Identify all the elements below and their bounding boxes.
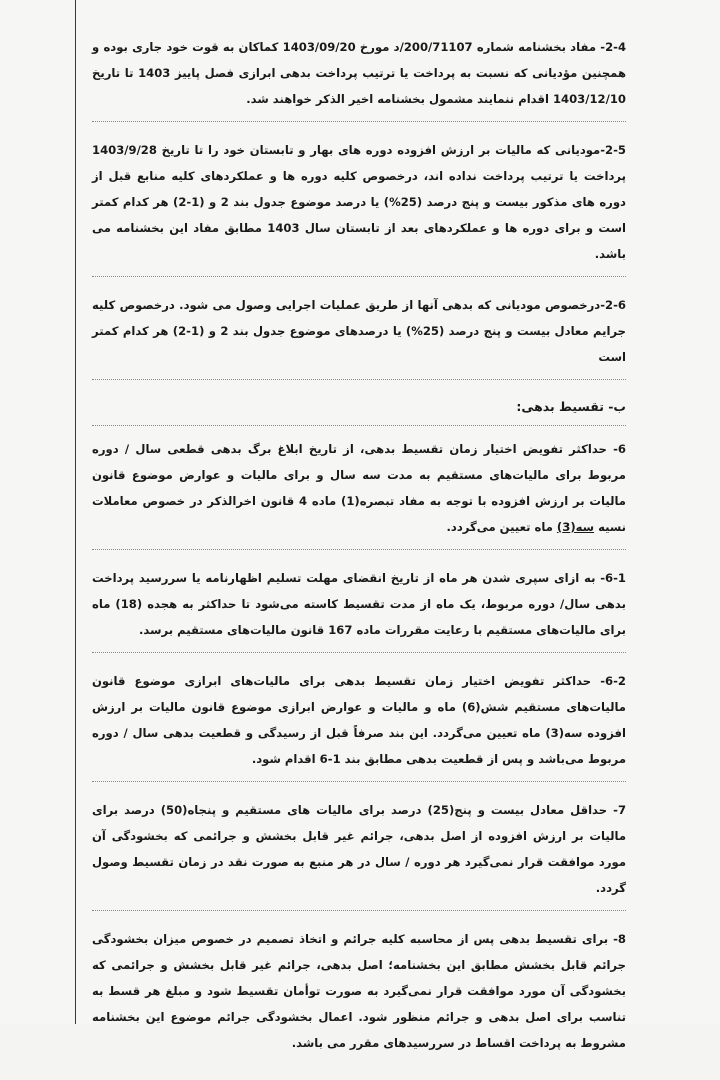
section-heading-installment: ب- تقسیط بدهی: [92,395,626,426]
paragraph-6-underlined-term: سه(3) [556,520,595,534]
paragraph-6-2: 6-2- حداکثر تفویض اختیار زمان تقسیط بدهی برای مالیات‌های ابرازی موضوع قانون مالیات‌های مستقیم شش(6) ماه و مالیات و عوارض ابرازی موضوع قانون مالیات بر ارزش افزوده سه(3) ماه تعیین می‌گردد. این بند صرفاً قبل از رسیدگی و قطعیت بدهی سال / دوره مربوط می‌باشد و پس از قطعیت بدهی مطابق بند 1-6 اقدام شود. [92,668,626,782]
paragraph-6-1: 6-1- به ازای سپری شدن هر ماه از تاریخ انقضای مهلت تسلیم اظهارنامه یا سررسید پرداخت بدهی سال/ دوره مربوط، یک ماه از مدت تقسیط کاسته می‌شود تا حداکثر به هجده (18) ماه برای مالیات‌های مستقیم با رعایت مقررات ماده 167 قانون مالیات‌های مستقیم برسد. [92,565,626,653]
paragraph-8: 8- برای تقسیط بدهی پس از محاسبه کلیه جرائم و اتخاذ تصمیم در خصوص میزان بخشودگی جرائم قابل بخشش مطابق این بخشنامه؛ اصل بدهی، جرائم غیر قابل بخشش و جرائمی که بخشودگی آن مورد موافقت قرار نمی‌گیرد به صورت توأمان تقسیط شود و مبلغ هر قسط به تناسب برای اصل بدهی و جرائم منظور شود. اعمال بخشودگی جرائم موضوع این بخشنامه مشروط به پرداخت اقساط در سررسیدهای مقرر می باشد. [92,932,626,1050]
paragraph-6-text-b: ماه تعیین می‌گردد. [446,520,557,534]
document-body [92,34,626,1080]
paragraph-6-text-a: 6- حداکثر تفویض اختیار زمان تقسیط بدهی، از تاریخ ابلاغ برگ بدهی قطعی سال / دوره مربوط برای مالیات‌های مستقیم به مدت سه سال و برای مالیات و عوارض موضوع قانون مالیات بر ارزش افزوده با توجه به مفاد تبصره(1) ماده 4 قانون اخرالذکر در خصوص معاملات نسیه [92,442,626,534]
paragraph-2-4: 2-4- مفاد بخشنامه شماره 200/71107/د مورخ 1403/09/20 کماکان به قوت خود جاری بوده و همچنین مؤدیانی که نسبت به پرداخت یا ترتیب پرداخت بدهی ابرازی فصل پاییز 1403 تا تاریخ 1403/12/10 اقدام ننمایند مشمول بخشنامه اخیر الذکر خواهند شد. [92,34,626,122]
paragraph-2-6: 2-6-درخصوص مودیانی که بدهی آنها از طریق عملیات اجرایی وصول می شود. درخصوص کلیه جرایم معادل بیست و پنج درصد (25%) یا درصدهای موضوع جدول بند 2 و (1-2) هر کدام کمتر است [92,292,626,380]
paragraph-6 [92,436,626,550]
paragraph-7: 7- حداقل معادل بیست و پنج(25) درصد برای مالیات های مستقیم و پنجاه(50) درصد برای مالیات بر ارزش افزوده از اصل بدهی، جرائم غیر قابل بخشش و جرائمی که بخشودگی آن مورد موافقت قرار نمی‌گیرد هر دوره / سال در هر منبع به صورت نقد در زمان تقسیط وصول گردد. [92,797,626,911]
left-margin-line [75,0,76,1024]
paragraph-2-5: 2-5-مودیانی که مالیات بر ارزش افزوده دوره های بهار و تابستان خود را تا تاریخ 1403/9/28 پرداخت یا ترتیب پرداخت نداده اند، درخصوص کلیه دوره ها و عملکردهای کلیه منابع قبل از دوره های مذکور بیست و پنج درصد (25%) یا درصد موضوع جدول بند 2 و (1-2) هر کدام کمتر است و برای دوره ها و عملکردهای بعد از تابستان سال 1403 مطابق مفاد این بخشنامه می باشد. [92,137,626,277]
